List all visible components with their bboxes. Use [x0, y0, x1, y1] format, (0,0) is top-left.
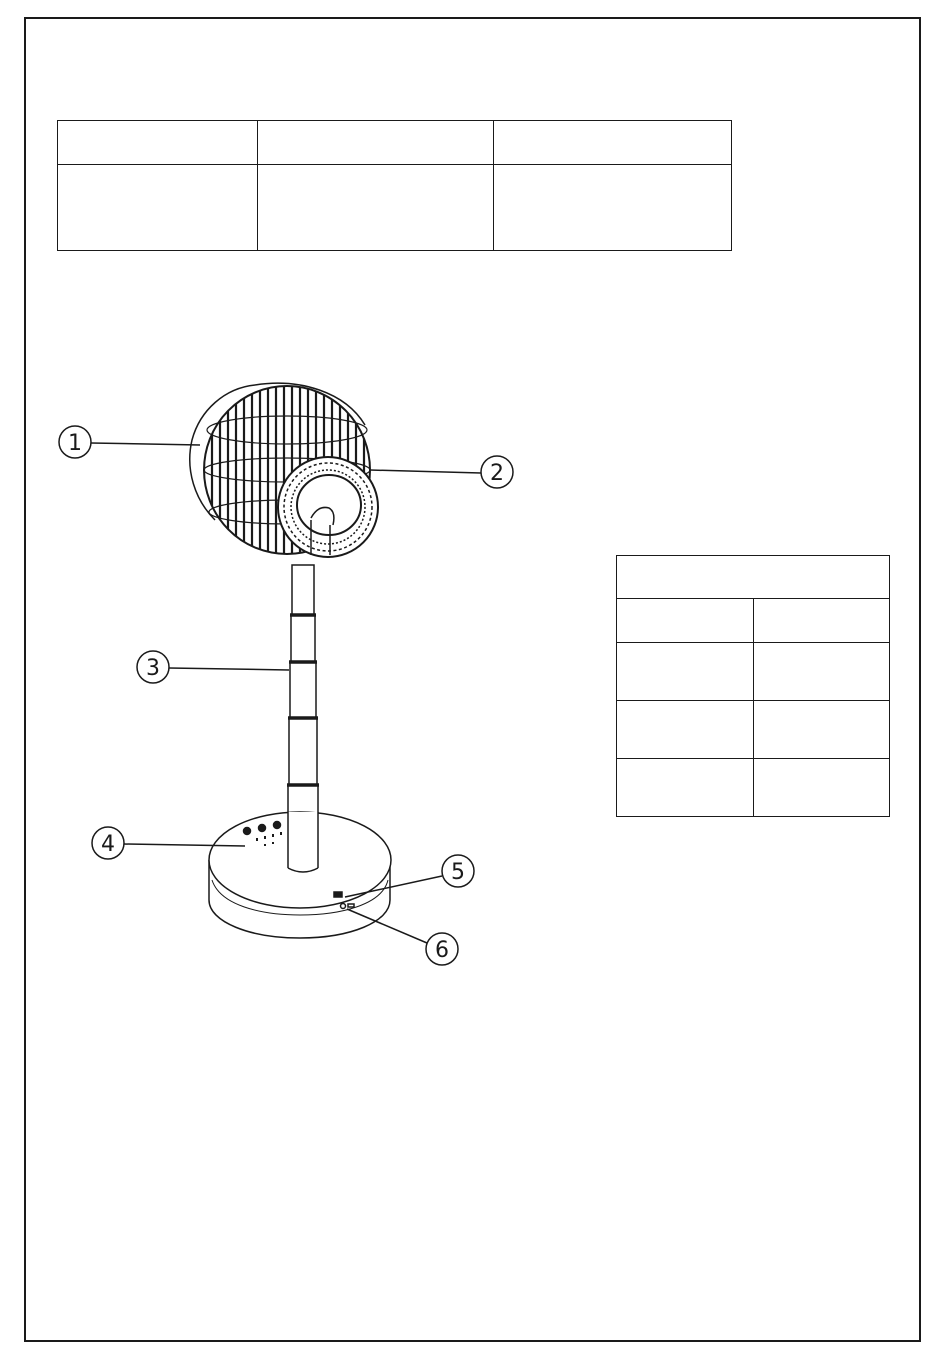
callout-label: 1 [68, 431, 82, 456]
callout-label: 5 [451, 860, 465, 885]
callout-label: 3 [146, 656, 160, 681]
callout-2 [370, 456, 513, 488]
fan-head-illustration [190, 383, 378, 557]
callout-label: 2 [490, 461, 504, 486]
callout-label: 4 [101, 832, 115, 857]
callout-label: 6 [435, 938, 449, 963]
callout-1 [59, 426, 200, 458]
callout-3 [137, 651, 289, 683]
base-illustration [209, 812, 391, 938]
